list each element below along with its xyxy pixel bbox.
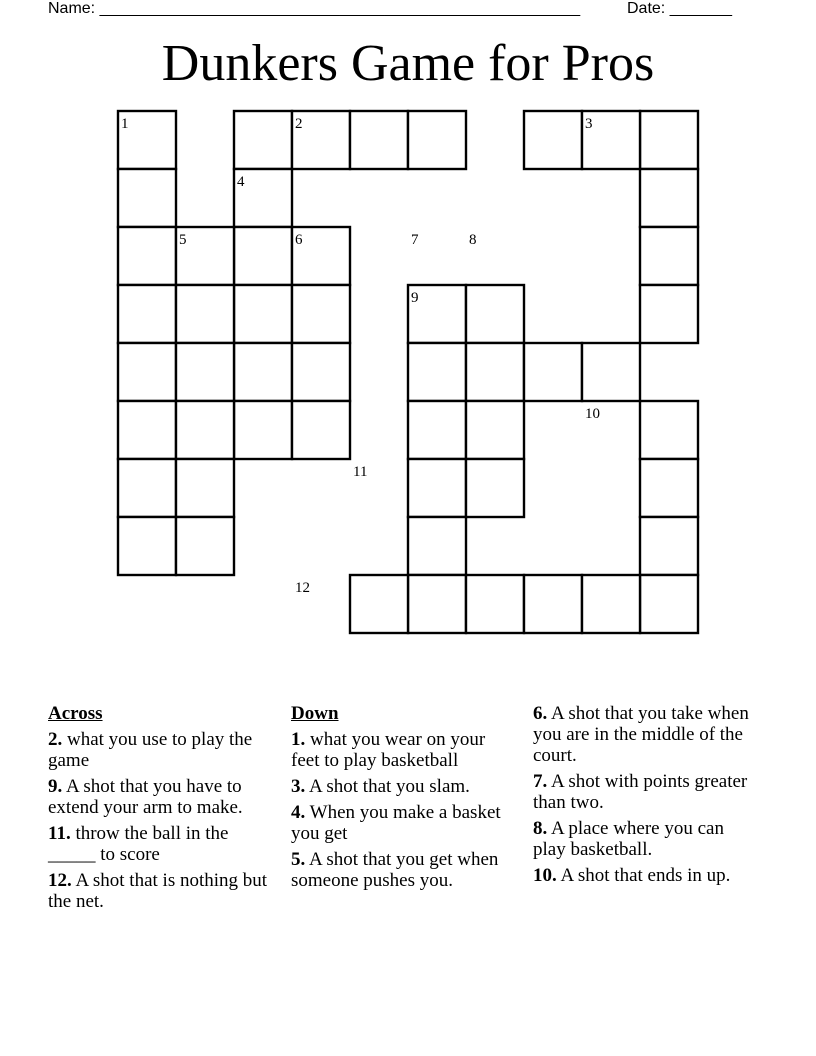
grid-cell[interactable] (292, 401, 350, 459)
grid-cell[interactable] (118, 459, 176, 517)
clue-down-5 (291, 849, 513, 891)
clue-number: 12. (48, 870, 72, 891)
clue-number-label: 2 (295, 116, 303, 132)
clue-down-6 (533, 703, 755, 766)
clue-number: 5. (291, 849, 306, 870)
clue-number: 4. (291, 802, 306, 823)
clue-number-label: 9 (411, 290, 419, 306)
clue-number: 3. (291, 776, 306, 797)
grid-cell[interactable] (408, 401, 466, 459)
clue-text: A shot that ends in up. (560, 865, 731, 886)
grid-cell[interactable] (640, 575, 698, 633)
grid-cell[interactable] (408, 517, 466, 575)
clue-number: 9. (48, 776, 63, 797)
clue-number: 6. (533, 703, 548, 724)
grid-cell[interactable] (176, 285, 234, 343)
grid-cell[interactable] (408, 459, 466, 517)
clue-number-label: 6 (295, 232, 303, 248)
grid-cell[interactable] (582, 575, 640, 633)
grid-cell[interactable] (234, 227, 292, 285)
clue-text: When you make a basket you get (291, 802, 501, 844)
grid-cell[interactable] (640, 111, 698, 169)
clue-number-label: 8 (469, 232, 477, 248)
grid-cell[interactable] (292, 285, 350, 343)
clue-number-label: 3 (585, 116, 593, 132)
grid-cell[interactable] (176, 517, 234, 575)
grid-cell[interactable] (176, 343, 234, 401)
grid-cell[interactable] (524, 575, 582, 633)
grid-cell[interactable] (582, 343, 640, 401)
grid-cell[interactable] (118, 285, 176, 343)
grid-cell[interactable] (408, 343, 466, 401)
clue-down-1 (291, 729, 513, 771)
clue-text: A shot that you get when someone pushes you. (291, 849, 499, 891)
clue-number-label: 7 (411, 232, 419, 248)
grid-cell[interactable] (176, 401, 234, 459)
clue-number: 7. (533, 771, 548, 792)
clue-number-label: 10 (585, 406, 600, 422)
grid-cell[interactable] (524, 343, 582, 401)
grid-cell[interactable] (640, 169, 698, 227)
clue-text: throw the ball in the _____ to score (48, 823, 229, 865)
clue-text: A shot that is nothing but the net. (48, 870, 268, 912)
clue-number: 8. (533, 818, 548, 839)
clue-number-label: 12 (295, 580, 310, 596)
grid-cell[interactable] (234, 343, 292, 401)
grid-cell[interactable] (640, 227, 698, 285)
grid-cell[interactable] (640, 285, 698, 343)
clue-down-4 (291, 802, 513, 844)
grid-cell[interactable] (234, 285, 292, 343)
clue-text: A shot with points greater than two. (533, 771, 748, 813)
grid-cell[interactable] (466, 343, 524, 401)
grid-cell[interactable] (118, 227, 176, 285)
clue-text: A shot that you have to extend your arm to make. (48, 776, 243, 818)
clue-across-2 (48, 729, 270, 771)
clue-down-8 (533, 818, 755, 860)
date-field[interactable]: Date: _______ (627, 0, 732, 17)
grid-cell[interactable] (176, 459, 234, 517)
clue-text: A place where you can play basketball. (533, 818, 724, 860)
down-clues (291, 703, 513, 896)
clue-text: what you wear on your feet to play basketball (291, 729, 486, 771)
down-clues-continued (533, 703, 755, 891)
clue-text: A shot that you take when you are in the middle of the court. (533, 703, 749, 766)
grid-cell[interactable] (640, 459, 698, 517)
clue-down-7 (533, 771, 755, 813)
grid-cell[interactable] (234, 111, 292, 169)
clue-text: what you use to play the game (48, 729, 253, 771)
clue-number-label: 5 (179, 232, 187, 248)
name-field[interactable]: Name: ______________________________________________________ (48, 0, 581, 17)
clue-number: 1. (291, 729, 306, 750)
grid-cell[interactable] (408, 111, 466, 169)
clue-down-10 (533, 865, 755, 886)
down-heading: Down (291, 703, 339, 724)
clue-number: 2. (48, 729, 63, 750)
grid-cell[interactable] (118, 343, 176, 401)
across-clues (48, 703, 270, 917)
clue-number: 10. (533, 865, 557, 886)
clue-number-label: 1 (121, 116, 129, 132)
clue-number: 11. (48, 823, 71, 844)
clue-down-3 (291, 776, 513, 797)
grid-cell[interactable] (466, 459, 524, 517)
grid-cell[interactable] (466, 285, 524, 343)
page-title: Dunkers Game for Pros (161, 35, 655, 92)
clue-across-12 (48, 870, 270, 912)
grid-cell[interactable] (466, 401, 524, 459)
grid-cell[interactable] (350, 575, 408, 633)
grid-cell[interactable] (408, 575, 466, 633)
grid-cell[interactable] (118, 401, 176, 459)
grid-cell[interactable] (234, 401, 292, 459)
grid-cell[interactable] (524, 111, 582, 169)
grid-cell[interactable] (118, 517, 176, 575)
clue-text: A shot that you slam. (308, 776, 470, 797)
clue-across-11 (48, 823, 270, 865)
grid-cell[interactable] (640, 401, 698, 459)
across-heading: Across (48, 703, 103, 724)
clue-number-label: 11 (353, 464, 368, 480)
clue-across-9 (48, 776, 270, 818)
clue-number-label: 4 (237, 174, 245, 190)
grid-cell[interactable] (466, 575, 524, 633)
grid-cell[interactable] (350, 111, 408, 169)
grid-cell[interactable] (292, 343, 350, 401)
grid-cell[interactable] (118, 169, 176, 227)
grid-cell[interactable] (640, 517, 698, 575)
